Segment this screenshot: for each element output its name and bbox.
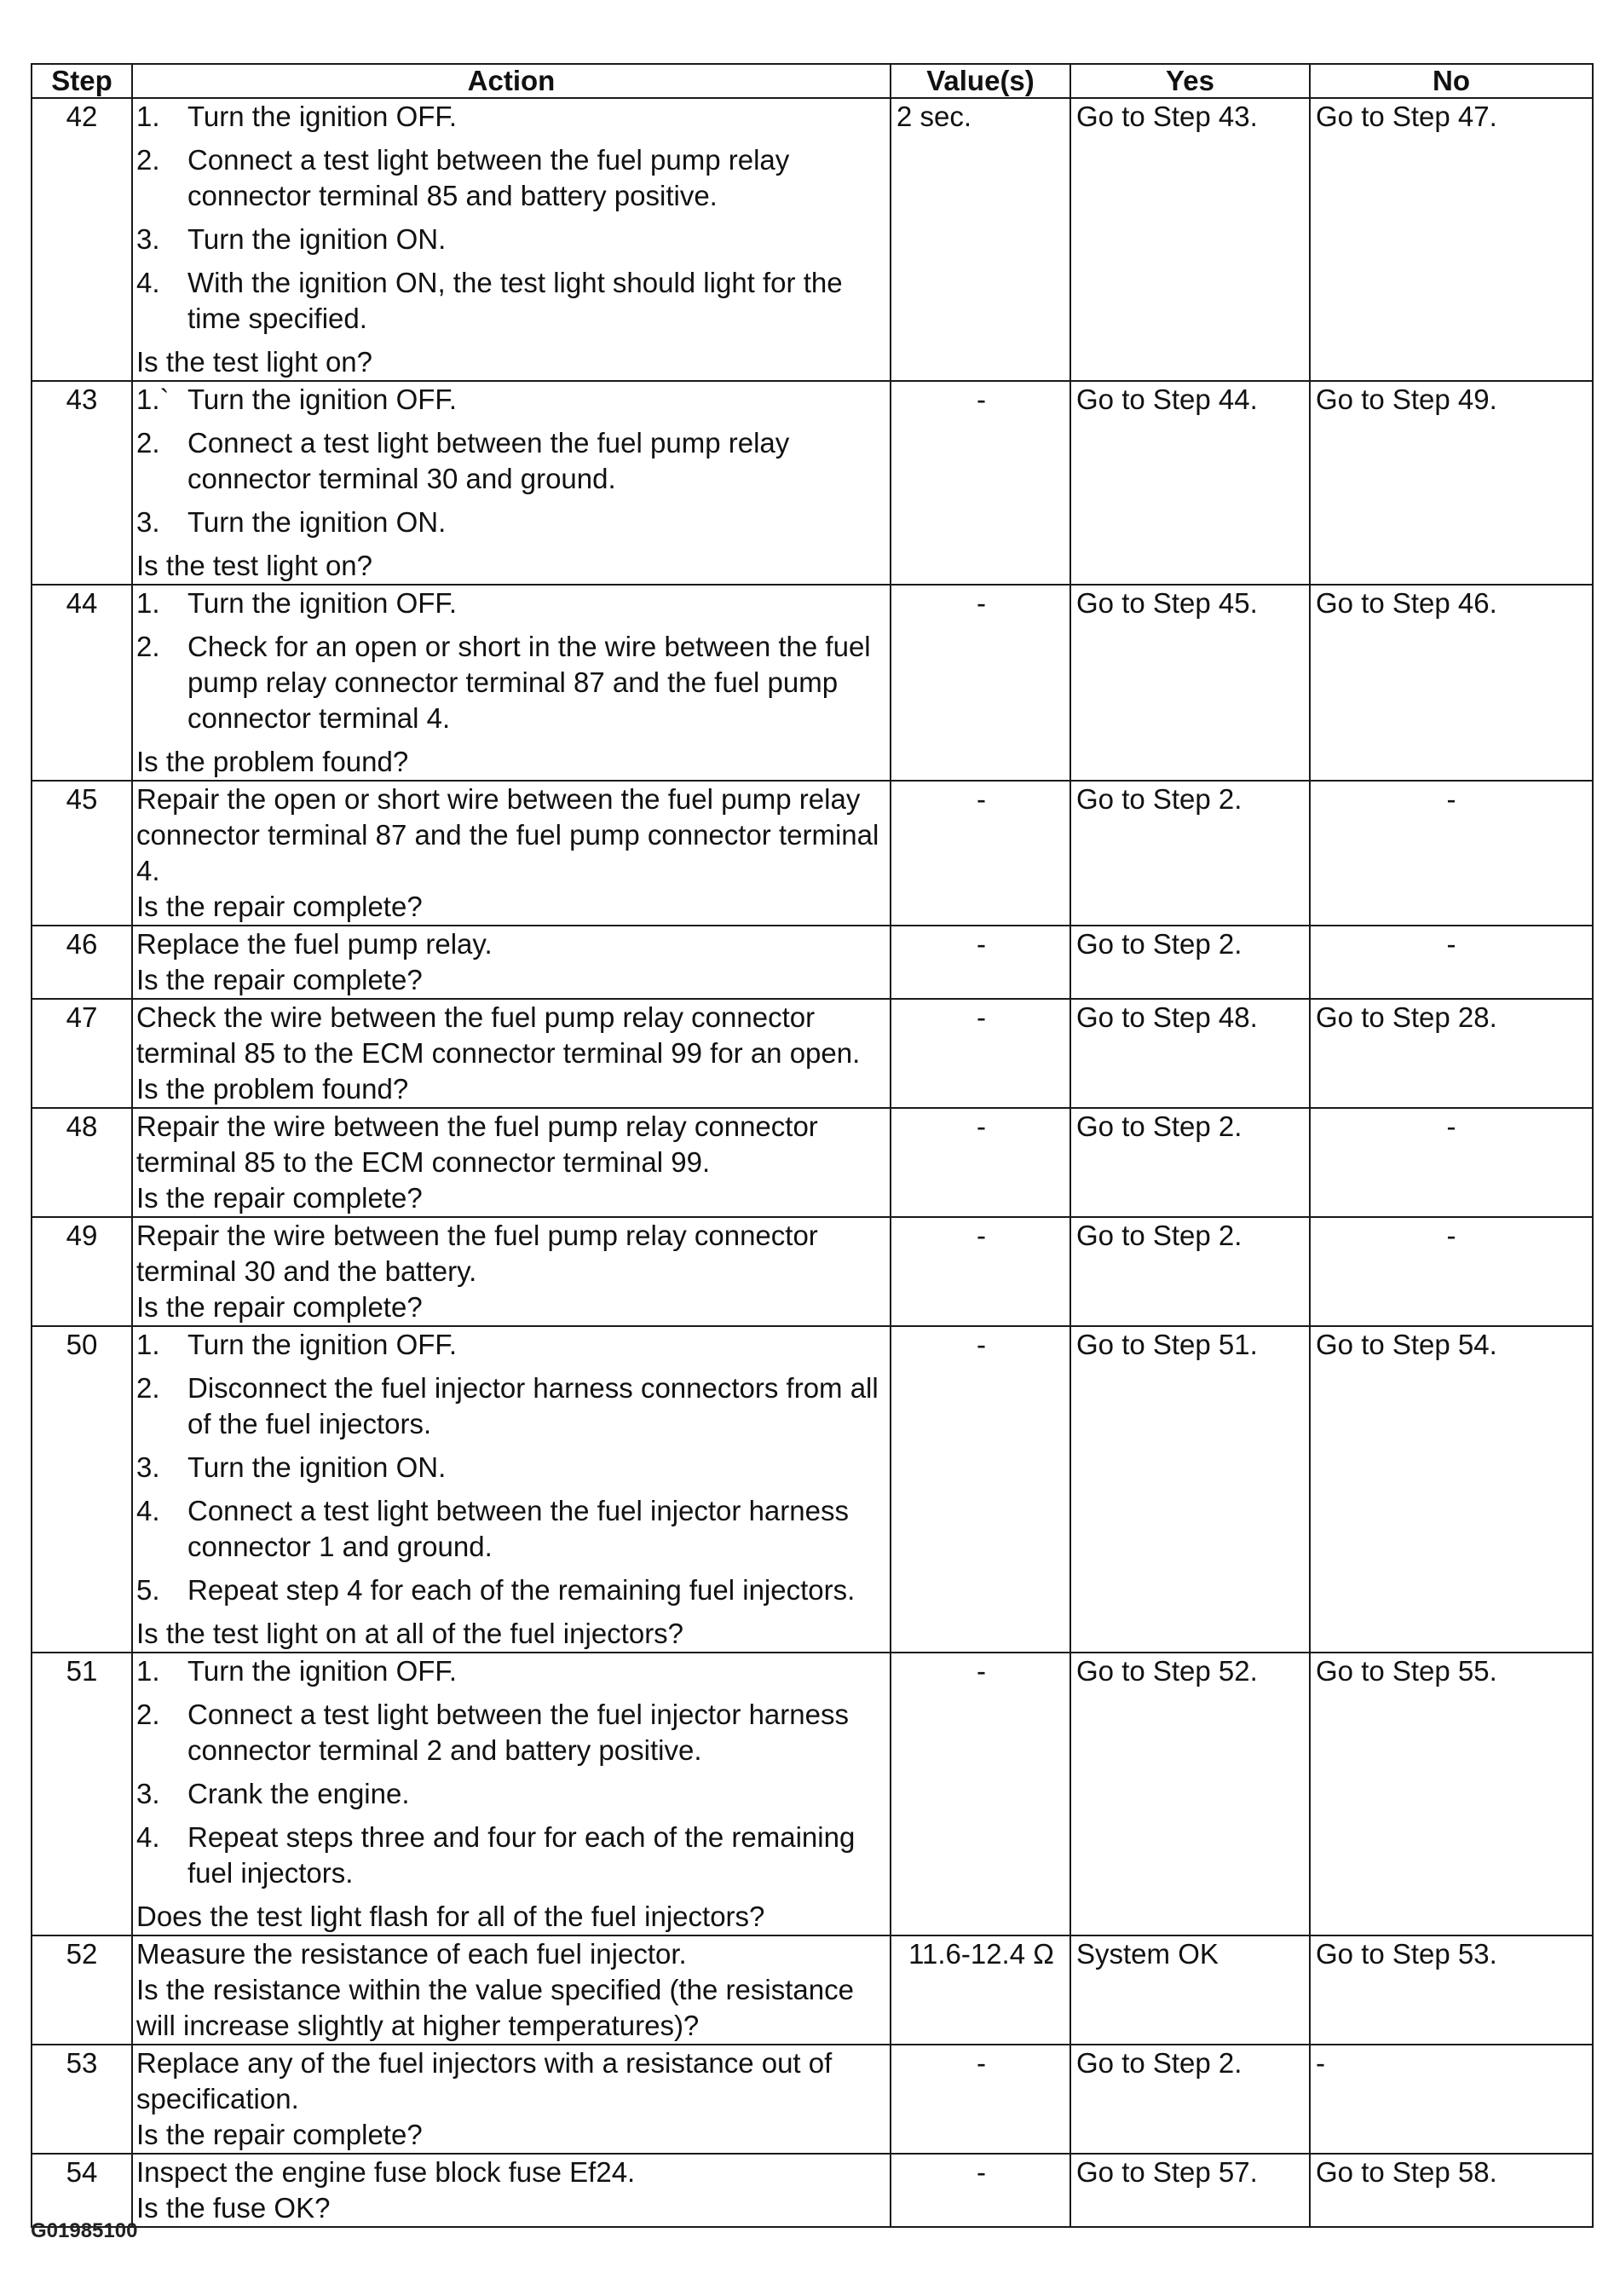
action-question: Is the fuse OK? bbox=[136, 2192, 331, 2224]
value-cell: - bbox=[891, 1653, 1070, 1935]
step-index: 4. bbox=[136, 267, 160, 298]
table-row bbox=[32, 1653, 1593, 1935]
yes-cell: Go to Step 2. bbox=[1070, 2045, 1310, 2154]
table-row bbox=[32, 926, 1593, 999]
step-index: 3. bbox=[136, 506, 160, 538]
action-question: Is the test light on? bbox=[136, 550, 373, 581]
header-no: No bbox=[1310, 64, 1593, 98]
diagnostic-table bbox=[31, 63, 1594, 2228]
step-index: 4. bbox=[136, 1821, 160, 1853]
step-text: Repeat steps three and four for each of the remaining fuel injectors. bbox=[187, 1821, 856, 1889]
step-index: 1. bbox=[136, 101, 160, 132]
no-cell: Go to Step 28. bbox=[1310, 999, 1593, 1108]
yes-cell: Go to Step 57. bbox=[1070, 2154, 1310, 2227]
step-number: 42 bbox=[32, 98, 132, 381]
value-cell: - bbox=[891, 381, 1070, 585]
step-text: Check for an open or short in the wire between the fuel pump relay connector terminal 87 and the fuel pump connector terminal 4. bbox=[187, 631, 871, 734]
action-question: Is the problem found? bbox=[136, 746, 409, 777]
header-step: Step bbox=[32, 64, 132, 98]
step-number: 45 bbox=[32, 781, 132, 926]
action-question: Is the resistance within the value specified (the resistance will increase slightly at higher temperatures)? bbox=[136, 1974, 854, 2041]
action-step bbox=[136, 586, 885, 621]
step-index: 1. bbox=[136, 587, 160, 619]
action-step bbox=[136, 1450, 885, 1485]
no-cell: Go to Step 58. bbox=[1310, 2154, 1593, 2227]
table-row bbox=[32, 1217, 1593, 1326]
table-row bbox=[32, 1935, 1593, 2045]
step-text: Connect a test light between the fuel pump relay connector terminal 85 and battery positive. bbox=[187, 144, 790, 211]
yes-cell: Go to Step 2. bbox=[1070, 926, 1310, 999]
action-text: Check the wire between the fuel pump relay connector terminal 85 to the ECM connector terminal 99 for an open. bbox=[136, 1001, 861, 1069]
action-question: Is the repair complete? bbox=[136, 891, 423, 922]
table-row bbox=[32, 1108, 1593, 1217]
value-cell: 2 sec. bbox=[891, 98, 1070, 381]
action-step bbox=[136, 1776, 885, 1812]
step-index: 1. bbox=[136, 1329, 160, 1360]
header-yes: Yes bbox=[1070, 64, 1310, 98]
action-cell bbox=[132, 1108, 891, 1217]
action-step bbox=[136, 1493, 885, 1565]
value-cell: - bbox=[891, 999, 1070, 1108]
table-row bbox=[32, 585, 1593, 781]
action-step bbox=[136, 1653, 885, 1689]
action-cell bbox=[132, 1653, 891, 1935]
step-text: Connect a test light between the fuel injector harness connector 1 and ground. bbox=[187, 1495, 849, 1562]
action-question: Is the repair complete? bbox=[136, 2119, 423, 2150]
header-values: Value(s) bbox=[891, 64, 1070, 98]
step-text: Turn the ignition OFF. bbox=[187, 1655, 458, 1687]
step-index: 2. bbox=[136, 631, 160, 662]
step-text: Connect a test light between the fuel injector harness connector terminal 2 and battery positive. bbox=[187, 1699, 849, 1766]
value-cell: - bbox=[891, 2154, 1070, 2227]
table-header-row bbox=[32, 64, 1593, 98]
yes-cell: Go to Step 43. bbox=[1070, 98, 1310, 381]
action-step bbox=[136, 222, 885, 257]
step-text: Disconnect the fuel injector harness connectors from all of the fuel injectors. bbox=[187, 1372, 879, 1439]
no-cell: - bbox=[1310, 1217, 1593, 1326]
action-cell bbox=[132, 1326, 891, 1653]
action-steps bbox=[136, 586, 885, 736]
action-cell bbox=[132, 381, 891, 585]
action-text: Repair the wire between the fuel pump relay connector terminal 30 and the battery. bbox=[136, 1220, 818, 1287]
no-cell: - bbox=[1310, 1108, 1593, 1217]
action-step bbox=[136, 382, 885, 418]
document-page bbox=[31, 63, 1592, 2228]
action-cell bbox=[132, 926, 891, 999]
step-number: 49 bbox=[32, 1217, 132, 1326]
action-cell bbox=[132, 2045, 891, 2154]
figure-code: G01985100 bbox=[31, 2219, 138, 2242]
action-cell bbox=[132, 98, 891, 381]
action-step bbox=[136, 1572, 885, 1608]
value-cell: 11.6-12.4 Ω bbox=[891, 1935, 1070, 2045]
action-step bbox=[136, 1820, 885, 1891]
no-cell: Go to Step 49. bbox=[1310, 381, 1593, 585]
yes-cell: Go to Step 2. bbox=[1070, 1108, 1310, 1217]
no-cell: Go to Step 47. bbox=[1310, 98, 1593, 381]
action-question: Is the repair complete? bbox=[136, 1291, 423, 1323]
table-row bbox=[32, 999, 1593, 1108]
yes-cell: Go to Step 2. bbox=[1070, 1217, 1310, 1326]
yes-cell: Go to Step 51. bbox=[1070, 1326, 1310, 1653]
step-text: Turn the ignition OFF. bbox=[187, 101, 458, 132]
action-steps bbox=[136, 1653, 885, 1891]
action-step bbox=[136, 1697, 885, 1768]
step-text: Turn the ignition ON. bbox=[187, 223, 447, 255]
action-text: Replace any of the fuel injectors with a resistance out of specification. bbox=[136, 2047, 833, 2114]
table-row bbox=[32, 1326, 1593, 1653]
yes-cell: Go to Step 48. bbox=[1070, 999, 1310, 1108]
action-text: Repair the wire between the fuel pump relay connector terminal 85 to the ECM connector terminal 99. bbox=[136, 1111, 818, 1178]
step-number: 48 bbox=[32, 1108, 132, 1217]
no-cell: Go to Step 46. bbox=[1310, 585, 1593, 781]
action-step bbox=[136, 1370, 885, 1442]
table-row bbox=[32, 2154, 1593, 2227]
action-cell bbox=[132, 1935, 891, 2045]
action-question: Is the repair complete? bbox=[136, 964, 423, 995]
action-step bbox=[136, 142, 885, 214]
step-number: 52 bbox=[32, 1935, 132, 2045]
step-index: 3. bbox=[136, 223, 160, 255]
step-number: 43 bbox=[32, 381, 132, 585]
yes-cell: Go to Step 44. bbox=[1070, 381, 1310, 585]
step-index: 3. bbox=[136, 1778, 160, 1809]
action-steps bbox=[136, 1327, 885, 1608]
step-index: 3. bbox=[136, 1451, 160, 1483]
value-cell: - bbox=[891, 1217, 1070, 1326]
step-index: 2. bbox=[136, 427, 160, 459]
action-question: Is the test light on? bbox=[136, 346, 373, 378]
step-index: 1.` bbox=[136, 384, 170, 415]
table-row bbox=[32, 2045, 1593, 2154]
table-row bbox=[32, 98, 1593, 381]
step-index: 2. bbox=[136, 1372, 160, 1404]
action-step bbox=[136, 99, 885, 135]
step-text: Turn the ignition ON. bbox=[187, 1451, 447, 1483]
step-index: 5. bbox=[136, 1574, 160, 1606]
action-cell bbox=[132, 585, 891, 781]
action-question: Does the test light flash for all of the fuel injectors? bbox=[136, 1901, 765, 1932]
step-number: 54 bbox=[32, 2154, 132, 2227]
step-index: 1. bbox=[136, 1655, 160, 1687]
step-index: 2. bbox=[136, 1699, 160, 1730]
action-step bbox=[136, 425, 885, 497]
action-text: Replace the fuel pump relay. bbox=[136, 928, 493, 960]
header-action: Action bbox=[132, 64, 891, 98]
action-step bbox=[136, 629, 885, 736]
value-cell: - bbox=[891, 1108, 1070, 1217]
no-cell: - bbox=[1310, 926, 1593, 999]
action-cell bbox=[132, 1217, 891, 1326]
table-row bbox=[32, 781, 1593, 926]
action-cell bbox=[132, 781, 891, 926]
action-cell bbox=[132, 999, 891, 1108]
step-number: 51 bbox=[32, 1653, 132, 1935]
step-number: 44 bbox=[32, 585, 132, 781]
step-index: 4. bbox=[136, 1495, 160, 1526]
step-number: 47 bbox=[32, 999, 132, 1108]
no-cell: - bbox=[1310, 781, 1593, 926]
action-text: Measure the resistance of each fuel injector. bbox=[136, 1938, 687, 1970]
step-number: 53 bbox=[32, 2045, 132, 2154]
value-cell: - bbox=[891, 926, 1070, 999]
step-text: Turn the ignition OFF. bbox=[187, 587, 458, 619]
no-cell: - bbox=[1310, 2045, 1593, 2154]
action-question: Is the repair complete? bbox=[136, 1182, 423, 1214]
step-number: 46 bbox=[32, 926, 132, 999]
action-text: Inspect the engine fuse block fuse Ef24. bbox=[136, 2156, 636, 2188]
step-text: Turn the ignition OFF. bbox=[187, 1329, 458, 1360]
action-question: Is the problem found? bbox=[136, 1073, 409, 1105]
step-text: Turn the ignition ON. bbox=[187, 506, 447, 538]
yes-cell: Go to Step 52. bbox=[1070, 1653, 1310, 1935]
action-step bbox=[136, 1327, 885, 1363]
step-text: Turn the ignition OFF. bbox=[187, 384, 458, 415]
yes-cell: System OK bbox=[1070, 1935, 1310, 2045]
yes-cell: Go to Step 2. bbox=[1070, 781, 1310, 926]
action-step bbox=[136, 505, 885, 540]
table-row bbox=[32, 381, 1593, 585]
action-steps bbox=[136, 382, 885, 540]
value-cell: - bbox=[891, 2045, 1070, 2154]
action-text: Repair the open or short wire between the fuel pump relay connector terminal 87 and the fuel pump connector terminal 4. bbox=[136, 783, 879, 886]
step-number: 50 bbox=[32, 1326, 132, 1653]
action-steps bbox=[136, 99, 885, 337]
value-cell: - bbox=[891, 1326, 1070, 1653]
action-step bbox=[136, 265, 885, 337]
step-text: Repeat step 4 for each of the remaining fuel injectors. bbox=[187, 1574, 856, 1606]
action-question: Is the test light on at all of the fuel injectors? bbox=[136, 1618, 684, 1649]
value-cell: - bbox=[891, 781, 1070, 926]
action-cell bbox=[132, 2154, 891, 2227]
yes-cell: Go to Step 45. bbox=[1070, 585, 1310, 781]
step-text: Connect a test light between the fuel pump relay connector terminal 30 and ground. bbox=[187, 427, 790, 494]
no-cell: Go to Step 53. bbox=[1310, 1935, 1593, 2045]
table-body bbox=[32, 98, 1593, 2227]
no-cell: Go to Step 54. bbox=[1310, 1326, 1593, 1653]
step-index: 2. bbox=[136, 144, 160, 176]
step-text: With the ignition ON, the test light should light for the time specified. bbox=[187, 267, 843, 334]
value-cell: - bbox=[891, 585, 1070, 781]
step-text: Crank the engine. bbox=[187, 1778, 410, 1809]
no-cell: Go to Step 55. bbox=[1310, 1653, 1593, 1935]
